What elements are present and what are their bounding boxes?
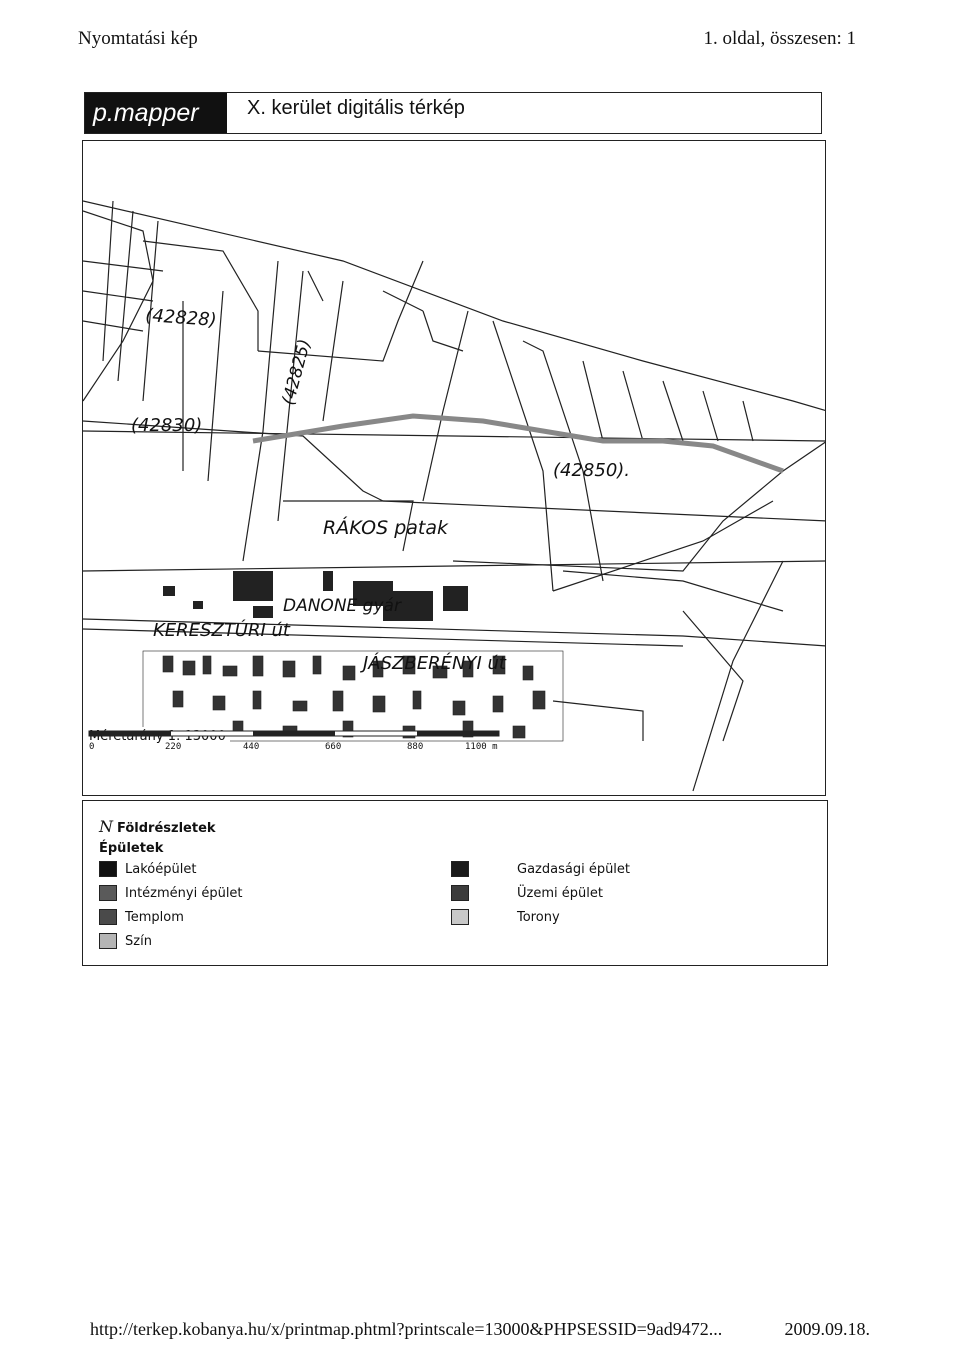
scale-tick-660: 660: [325, 742, 342, 752]
scale-tick-220: 220: [165, 742, 182, 752]
parcel-label-42850: (42850).: [553, 460, 631, 481]
legend-item-gazdasagi: [451, 861, 630, 877]
cadastral-map: [83, 141, 826, 796]
parcel-label-42830: (42830): [131, 415, 203, 436]
legend-item-szin: [99, 933, 152, 949]
map-legend: [82, 800, 828, 966]
legend-item-torony: [451, 909, 560, 925]
legend-label: Intézményi épület: [125, 885, 243, 901]
footer-url: http://terkep.kobanya.hu/x/printmap.phtml?printscale=13000&PHPSESSID=9ad9472...: [90, 1319, 723, 1339]
swatch-icon: [99, 933, 117, 949]
legend-label: Szín: [125, 933, 152, 949]
legend-label: Torony: [517, 909, 560, 925]
pmapper-logo: p.mapper: [85, 93, 227, 133]
jaszbereny-ut-label: JÁSZBERÉNYI út: [363, 653, 506, 674]
legend-subtitle: Épületek: [99, 841, 164, 856]
footer-date: 2009.09.18.: [784, 1319, 870, 1339]
legend-title-text: Földrészletek: [117, 821, 216, 836]
scale-graphic: [85, 727, 505, 761]
swatch-icon: [451, 885, 469, 901]
swatch-icon: [451, 861, 469, 877]
legend-label: Üzemi épület: [517, 885, 603, 901]
map-title-bar: [84, 92, 822, 134]
scale-segment-1: [89, 731, 171, 736]
rakos-patak-label: RÁKOS patak: [323, 517, 449, 539]
swatch-icon: [99, 909, 117, 925]
north-arrow-icon: N: [99, 817, 113, 836]
legend-label: Gazdasági épület: [517, 861, 631, 877]
swatch-icon: [451, 909, 469, 925]
scale-tick-880: 880: [407, 742, 424, 752]
legend-item-intezmenyi: [99, 885, 243, 901]
legend-item-templom: [99, 909, 184, 925]
legend-label: Templom: [125, 909, 184, 925]
scale-tick-1100: 1100 m: [465, 742, 498, 752]
swatch-icon: [99, 885, 117, 901]
parcel-label-42825: (42825): [278, 337, 316, 408]
parcel-label-42828: (42828): [144, 305, 218, 331]
legend-title: [99, 817, 216, 836]
print-header-title: Nyomtatási kép: [78, 28, 198, 49]
scale-tick-0: 0: [89, 742, 95, 752]
scale-bar: [85, 727, 498, 752]
legend-item-uzemi: [451, 885, 603, 901]
scale-tick-440: 440: [243, 742, 260, 752]
legend-item-lakoepulet: [99, 861, 196, 877]
scale-segment-5: [417, 731, 499, 736]
swatch-icon: [99, 861, 117, 877]
scale-segment-3: [253, 731, 335, 736]
page-count: 1. oldal, összesen: 1: [703, 28, 856, 49]
map-title: X. kerület digitális térkép: [247, 97, 465, 119]
keresztur-ut-label: KERESZTÚRI út: [153, 620, 290, 641]
danone-label: DANONE gyár: [283, 596, 401, 616]
map-view[interactable]: [82, 140, 826, 796]
legend-label: Lakóépület: [125, 861, 197, 877]
